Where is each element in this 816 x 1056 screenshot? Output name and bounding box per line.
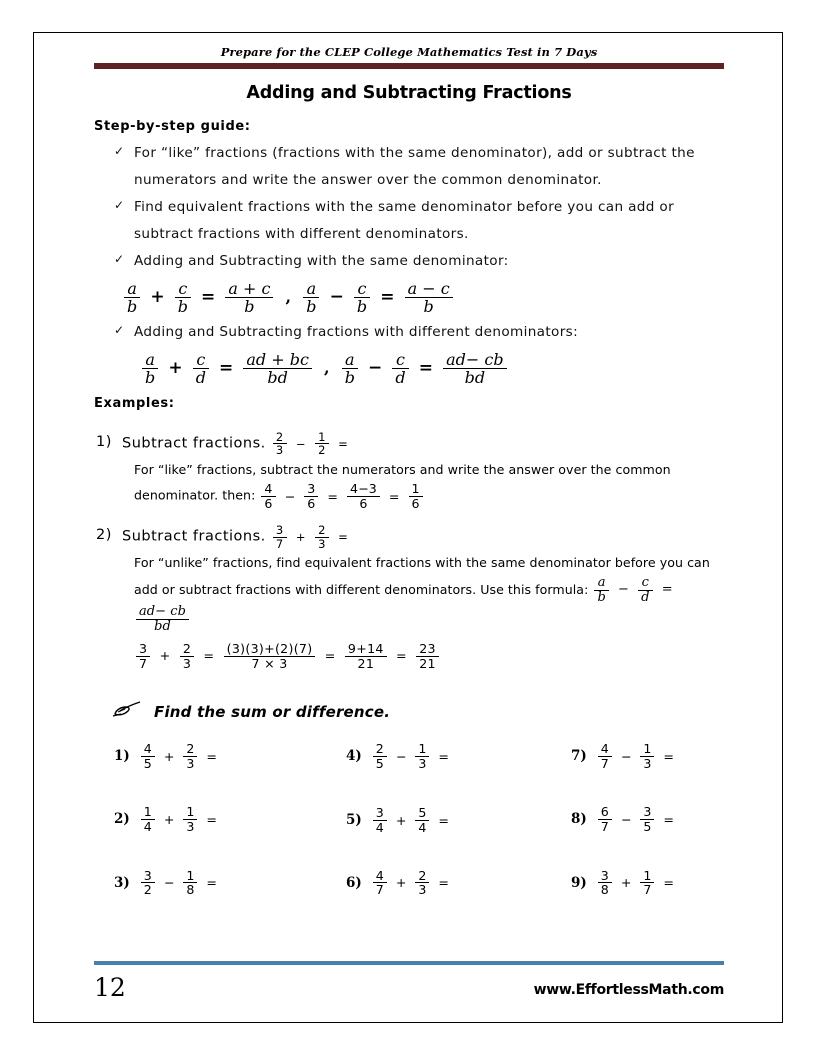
equals-operator: = [388,488,400,504]
denominator: 5 [141,756,155,771]
denominator: 6 [261,496,275,511]
denominator: 3 [415,882,429,897]
running-head: Prepare for the CLEP College Mathematics Test in 7 Days [220,45,598,59]
exercise-title: Find the sum or difference. [154,703,391,722]
numerator: 4 [143,741,152,757]
minus-operator: − [368,358,383,379]
equals-operator: = [338,529,349,544]
guide-item-text: For “like” fractions (fractions with the same denominator), add or subtract the numerators and write the answer over the common denominator. [134,145,695,188]
fraction [415,742,429,770]
fraction [415,806,429,834]
fraction [136,642,150,670]
equals-operator: = [438,812,449,828]
equals-operator: = [206,748,217,764]
equals-operator: = [201,287,216,308]
fraction [409,482,423,510]
fraction [373,742,387,770]
quill-pen-icon [112,700,142,724]
example-prompt-math [271,430,351,458]
denominator: 7 [640,882,654,897]
fraction-c-over-b [354,280,370,316]
equals-operator: = [663,811,674,827]
equals-operator: = [203,648,215,664]
denominator: 7 [598,756,612,771]
denominator: b [594,590,608,605]
denominator: 2 [315,443,329,456]
guide-item [94,319,724,346]
explanation-line: For “unlike” fractions, find equivalent fractions with the same denominator before you can [134,555,710,571]
operator: + [395,812,407,828]
plus-operator: + [159,648,171,664]
example-number: 2) [96,527,112,544]
example-prompt-text: Subtract fractions. [122,528,266,545]
explanation-line: For “like” fractions, subtract the numerators and write the answer over the common [134,461,671,477]
explanation-line-with-math [134,482,724,510]
equals-operator: = [206,875,217,891]
minus-operator: − [295,436,306,451]
numerator: c [196,349,206,369]
numerator: 3 [143,867,152,883]
problem-math [371,869,452,897]
formula-different-denominators [94,348,724,391]
numerator: c [357,278,367,298]
numerator: 1 [643,867,652,883]
plus-operator: + [168,358,183,379]
numerator: a [306,278,317,298]
numerator: 23 [419,641,436,656]
problem-item [114,804,346,834]
denominator: 3 [183,819,197,834]
problem-item [114,869,346,897]
denominator: b [354,297,370,315]
equals-operator: = [661,582,673,598]
guide-item-text: Find equivalent fractions with the same denominator before you can add or subtract fractions with different denominators. [134,199,675,242]
denominator: b [142,368,158,386]
example-2 [94,524,724,670]
formula-same-denominator [94,277,724,320]
fraction [598,742,612,770]
denominator: 7 [273,537,287,550]
example-work [94,642,724,670]
fraction [183,742,197,770]
example-prompt [94,524,724,550]
denominator: d [193,368,209,386]
fraction [640,869,654,897]
problem-item [571,804,724,834]
example-prompt-math [271,523,351,551]
fraction-a-over-b [342,351,358,387]
problem-math [139,869,220,897]
example-number: 1) [96,434,112,451]
fraction-c-over-d [193,351,209,387]
minus-operator: − [329,287,344,308]
equals-operator: = [396,648,407,664]
problem-number: 6) [346,874,362,891]
numerator: 3 [600,867,609,883]
equals-operator: = [380,287,395,308]
fraction [261,482,275,510]
fraction [640,742,654,770]
explanation-text: denominator. then: [134,487,256,503]
operator: + [163,748,175,764]
formula-separator: , [324,357,330,377]
numerator: 4 [375,867,384,883]
equals-operator: = [206,811,217,827]
numerator: ad− cb [446,349,504,369]
fraction-result [136,605,189,634]
fraction [141,869,155,897]
numerator: 2 [318,523,326,538]
denominator: 3 [273,443,287,456]
equals-operator: = [438,875,449,891]
numerator: 4 [264,481,273,497]
operator: − [620,748,632,764]
numerator: c [641,574,649,590]
problem-item [571,742,724,770]
equals-operator: = [324,648,336,664]
website-url: www.EffortlessMath.com [533,982,724,998]
numerator: a + c [228,278,271,298]
fraction [141,805,155,833]
equals-operator: = [219,358,234,379]
denominator: 7 [136,656,150,671]
guide-list-continued [94,319,724,346]
fraction [141,742,155,770]
denominator: 4 [373,820,387,835]
denominator: 8 [183,882,197,897]
example-prompt-text: Subtract fractions. [122,435,266,452]
problem-item [346,869,571,897]
problem-math [139,805,220,833]
denominator: 21 [416,656,439,671]
checkmark-icon: ✓ [114,198,125,212]
example-explanation [94,550,724,634]
numerator: 1 [143,804,152,820]
numerator: a [145,349,155,369]
equals-operator: = [438,748,449,764]
fraction-c-over-d [638,576,652,605]
fraction [315,431,329,457]
denominator: b [225,297,273,315]
numerator: 2 [375,741,384,757]
problem-item [571,869,724,897]
guide-item [94,248,724,275]
equals-operator: = [663,748,674,764]
numerator: a [127,278,137,298]
fraction-a-over-b [594,576,608,605]
fraction [416,642,439,670]
checkmark-icon: ✓ [114,323,125,338]
equals-operator: = [418,358,433,379]
numerator: 1 [411,481,420,497]
example-prompt [94,431,724,457]
numerator: 3 [307,481,316,497]
denominator: bd [443,368,506,386]
numerator: 2 [418,867,427,883]
exercise-header [94,700,724,724]
problem-number: 1) [114,748,130,765]
fraction-a-over-b [142,351,158,387]
formula-separator: , [285,286,292,306]
fraction-a-over-b [124,280,140,316]
denominator: d [638,590,652,605]
denominator: 5 [640,819,654,834]
fraction [183,869,197,897]
page-frame [33,32,783,1023]
denominator: 8 [598,882,612,897]
minus-operator: − [284,488,296,504]
fraction [304,482,318,510]
problem-math [596,805,677,833]
numerator: c [178,278,188,298]
numerator: 9+14 [347,641,384,656]
problem-item [346,804,571,834]
page-number: 12 [94,973,126,1002]
numerator: ad− cb [139,603,186,619]
problem-number: 7) [571,748,587,765]
denominator: 4 [415,820,429,835]
numerator: a [597,574,606,590]
fraction [315,524,329,550]
numerator: ad + bc [246,349,309,369]
problem-math [371,806,452,834]
denominator: 7 × 3 [224,656,316,671]
denominator: 3 [415,756,429,771]
numerator: 2 [275,430,284,445]
numerator: 2 [182,641,192,656]
fraction [345,642,387,670]
operator: − [163,875,175,891]
plus-operator: + [150,287,165,308]
denominator: 3 [183,756,197,771]
footer-row [94,975,724,1000]
explanation-text: add or subtract fractions with different denominators. Use this formula: [134,581,589,597]
guide-item [94,140,724,193]
denominator: b [175,297,191,315]
operator: + [620,875,632,891]
denominator: 5 [373,756,387,771]
checkmark-icon: ✓ [114,144,125,158]
denominator: 2 [141,882,155,897]
denominator: bd [243,368,312,386]
denominator: 6 [347,496,380,511]
problem-math [596,742,677,770]
problem-grid [94,742,724,897]
numerator: (3)(3)+(2)(7) [226,641,313,656]
fraction [347,482,380,510]
fraction [373,806,387,834]
fraction [180,642,194,670]
fraction-c-over-b [175,280,191,316]
fraction-result [405,280,453,316]
numerator: 1 [418,741,427,757]
denominator: 4 [141,819,155,834]
denominator: 7 [598,819,612,834]
fraction-result [443,351,506,387]
denominator: 3 [315,537,329,550]
fraction [273,524,287,550]
numerator: 1 [643,741,652,757]
denominator: 6 [409,496,423,511]
equals-operator: = [327,488,338,504]
denominator: bd [136,619,189,634]
problem-item [346,742,571,770]
example-1 [94,431,724,510]
fraction [373,869,387,897]
fraction-result [243,351,312,387]
fraction [183,805,197,833]
denominator: 21 [345,656,387,671]
fraction [273,431,287,457]
footer-rule [94,961,724,965]
problem-math [596,869,677,897]
fraction-a-over-b [303,280,319,316]
fraction [415,869,429,897]
fraction [640,805,654,833]
numerator: 3 [139,641,148,656]
numerator: 2 [186,741,195,757]
fraction [598,805,612,833]
guide-list [94,140,724,275]
page-footer [94,961,724,1000]
denominator: 6 [304,496,318,511]
numerator: 6 [600,804,609,820]
fraction-result [225,280,273,316]
page-content [94,45,724,897]
numerator: 3 [375,805,384,821]
denominator: 3 [640,756,654,771]
denominator: b [405,297,453,315]
guide-item-text: Adding and Subtracting fractions with different denominators: [134,324,579,341]
equals-operator: = [338,436,349,451]
numerator: 3 [275,523,284,538]
denominator: b [303,297,319,315]
numerator: 1 [318,430,326,445]
fraction-c-over-d [392,351,408,387]
problem-math [139,742,220,770]
example-work-math [259,481,424,511]
numerator: 4−3 [350,481,377,497]
numerator: 4 [600,741,609,757]
operator: − [395,748,407,764]
numerator: a [345,349,355,369]
problem-number: 2) [114,811,130,828]
numerator: a − c [407,278,450,298]
explanation-line-with-formula [134,576,724,634]
guide-item-text: Adding and Subtracting with the same denominator: [134,253,509,269]
denominator: 7 [373,882,387,897]
numerator: 3 [643,804,652,820]
numerator: 1 [186,804,195,820]
equals-operator: = [663,875,674,891]
problem-number: 5) [346,812,362,829]
denominator: b [342,368,358,386]
denominator: 3 [180,656,194,671]
denominator: d [392,368,408,386]
operator: + [163,811,175,827]
problem-number: 9) [571,874,587,891]
fraction [224,642,316,670]
example-explanation [94,457,724,510]
problem-math [371,742,452,770]
problem-number: 3) [114,874,130,891]
operator: + [395,875,407,891]
page-title: Adding and Subtracting Fractions [246,83,572,103]
numerator: c [396,349,405,369]
denominator: b [124,297,140,315]
fraction [598,869,612,897]
problem-number: 4) [346,748,362,765]
numerator: 1 [186,867,195,883]
operator: − [620,811,632,827]
plus-operator: + [295,529,306,544]
problem-item [114,742,346,770]
examples-label: Examples: [94,396,175,412]
guide-item [94,194,724,247]
problem-number: 8) [571,811,587,828]
minus-operator: − [618,582,629,598]
numerator: 5 [418,805,427,821]
checkmark-icon: ✓ [114,252,125,266]
step-by-step-guide-label: Step-by-step guide: [94,119,251,134]
header-rule [94,63,724,69]
